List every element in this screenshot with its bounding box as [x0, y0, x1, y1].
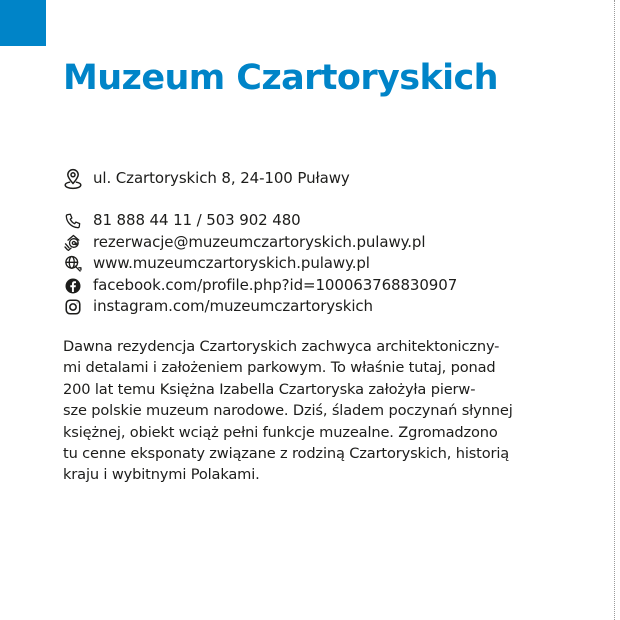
contact-address [63, 168, 350, 189]
description-line: tu cenne eksponaty związane z rodziną Czartoryskich, historią [63, 445, 510, 463]
contact-facebook [63, 275, 457, 296]
email-at-icon [63, 233, 83, 253]
globe-icon [63, 254, 83, 274]
page-title: Muzeum Czartoryskich [63, 58, 498, 98]
address-text: ul. Czartoryskich 8, 24-100 Puławy [93, 169, 350, 187]
description-line: mi detalami i założeniem parkowym. To właśnie tutaj, ponad [63, 359, 496, 377]
map-pin-icon [63, 169, 83, 189]
email-link[interactable]: rezerwacje@muzeumczartoryskich.pulawy.pl [93, 233, 426, 251]
facebook-link[interactable]: facebook.com/profile.php?id=100063768830907 [93, 276, 458, 294]
facebook-icon [63, 276, 83, 296]
description-line: księżnej, obiekt wciąż pełni funkcje muzealne. Zgromadzono [63, 423, 498, 441]
description-line: Dawna rezydencja Czartoryskich zachwyca architektoniczny- [63, 338, 500, 355]
phone-link[interactable]: 81 888 44 11 / 503 902 480 [93, 211, 301, 229]
description-line: 200 lat temu Księżna Izabella Czartoryska założyła pierw- [63, 380, 476, 398]
description-paragraph [63, 336, 543, 486]
instagram-icon [63, 297, 83, 317]
instagram-link[interactable]: instagram.com/muzeumczartoryskich [93, 297, 373, 315]
description-line: kraju i wybitnymi Polakami. [63, 466, 260, 484]
contact-email [63, 232, 425, 253]
website-link[interactable]: www.muzeumczartoryskich.pulawy.pl [93, 254, 370, 272]
phone-icon [63, 211, 83, 231]
dotted-cut-line [614, 0, 615, 620]
contact-phone [63, 210, 301, 231]
corner-accent-block [0, 0, 46, 46]
description-line: sze polskie muzeum narodowe. Dziś, śladem poczynań słynnej [63, 402, 513, 420]
contact-website [63, 253, 370, 274]
contact-instagram [63, 296, 373, 317]
